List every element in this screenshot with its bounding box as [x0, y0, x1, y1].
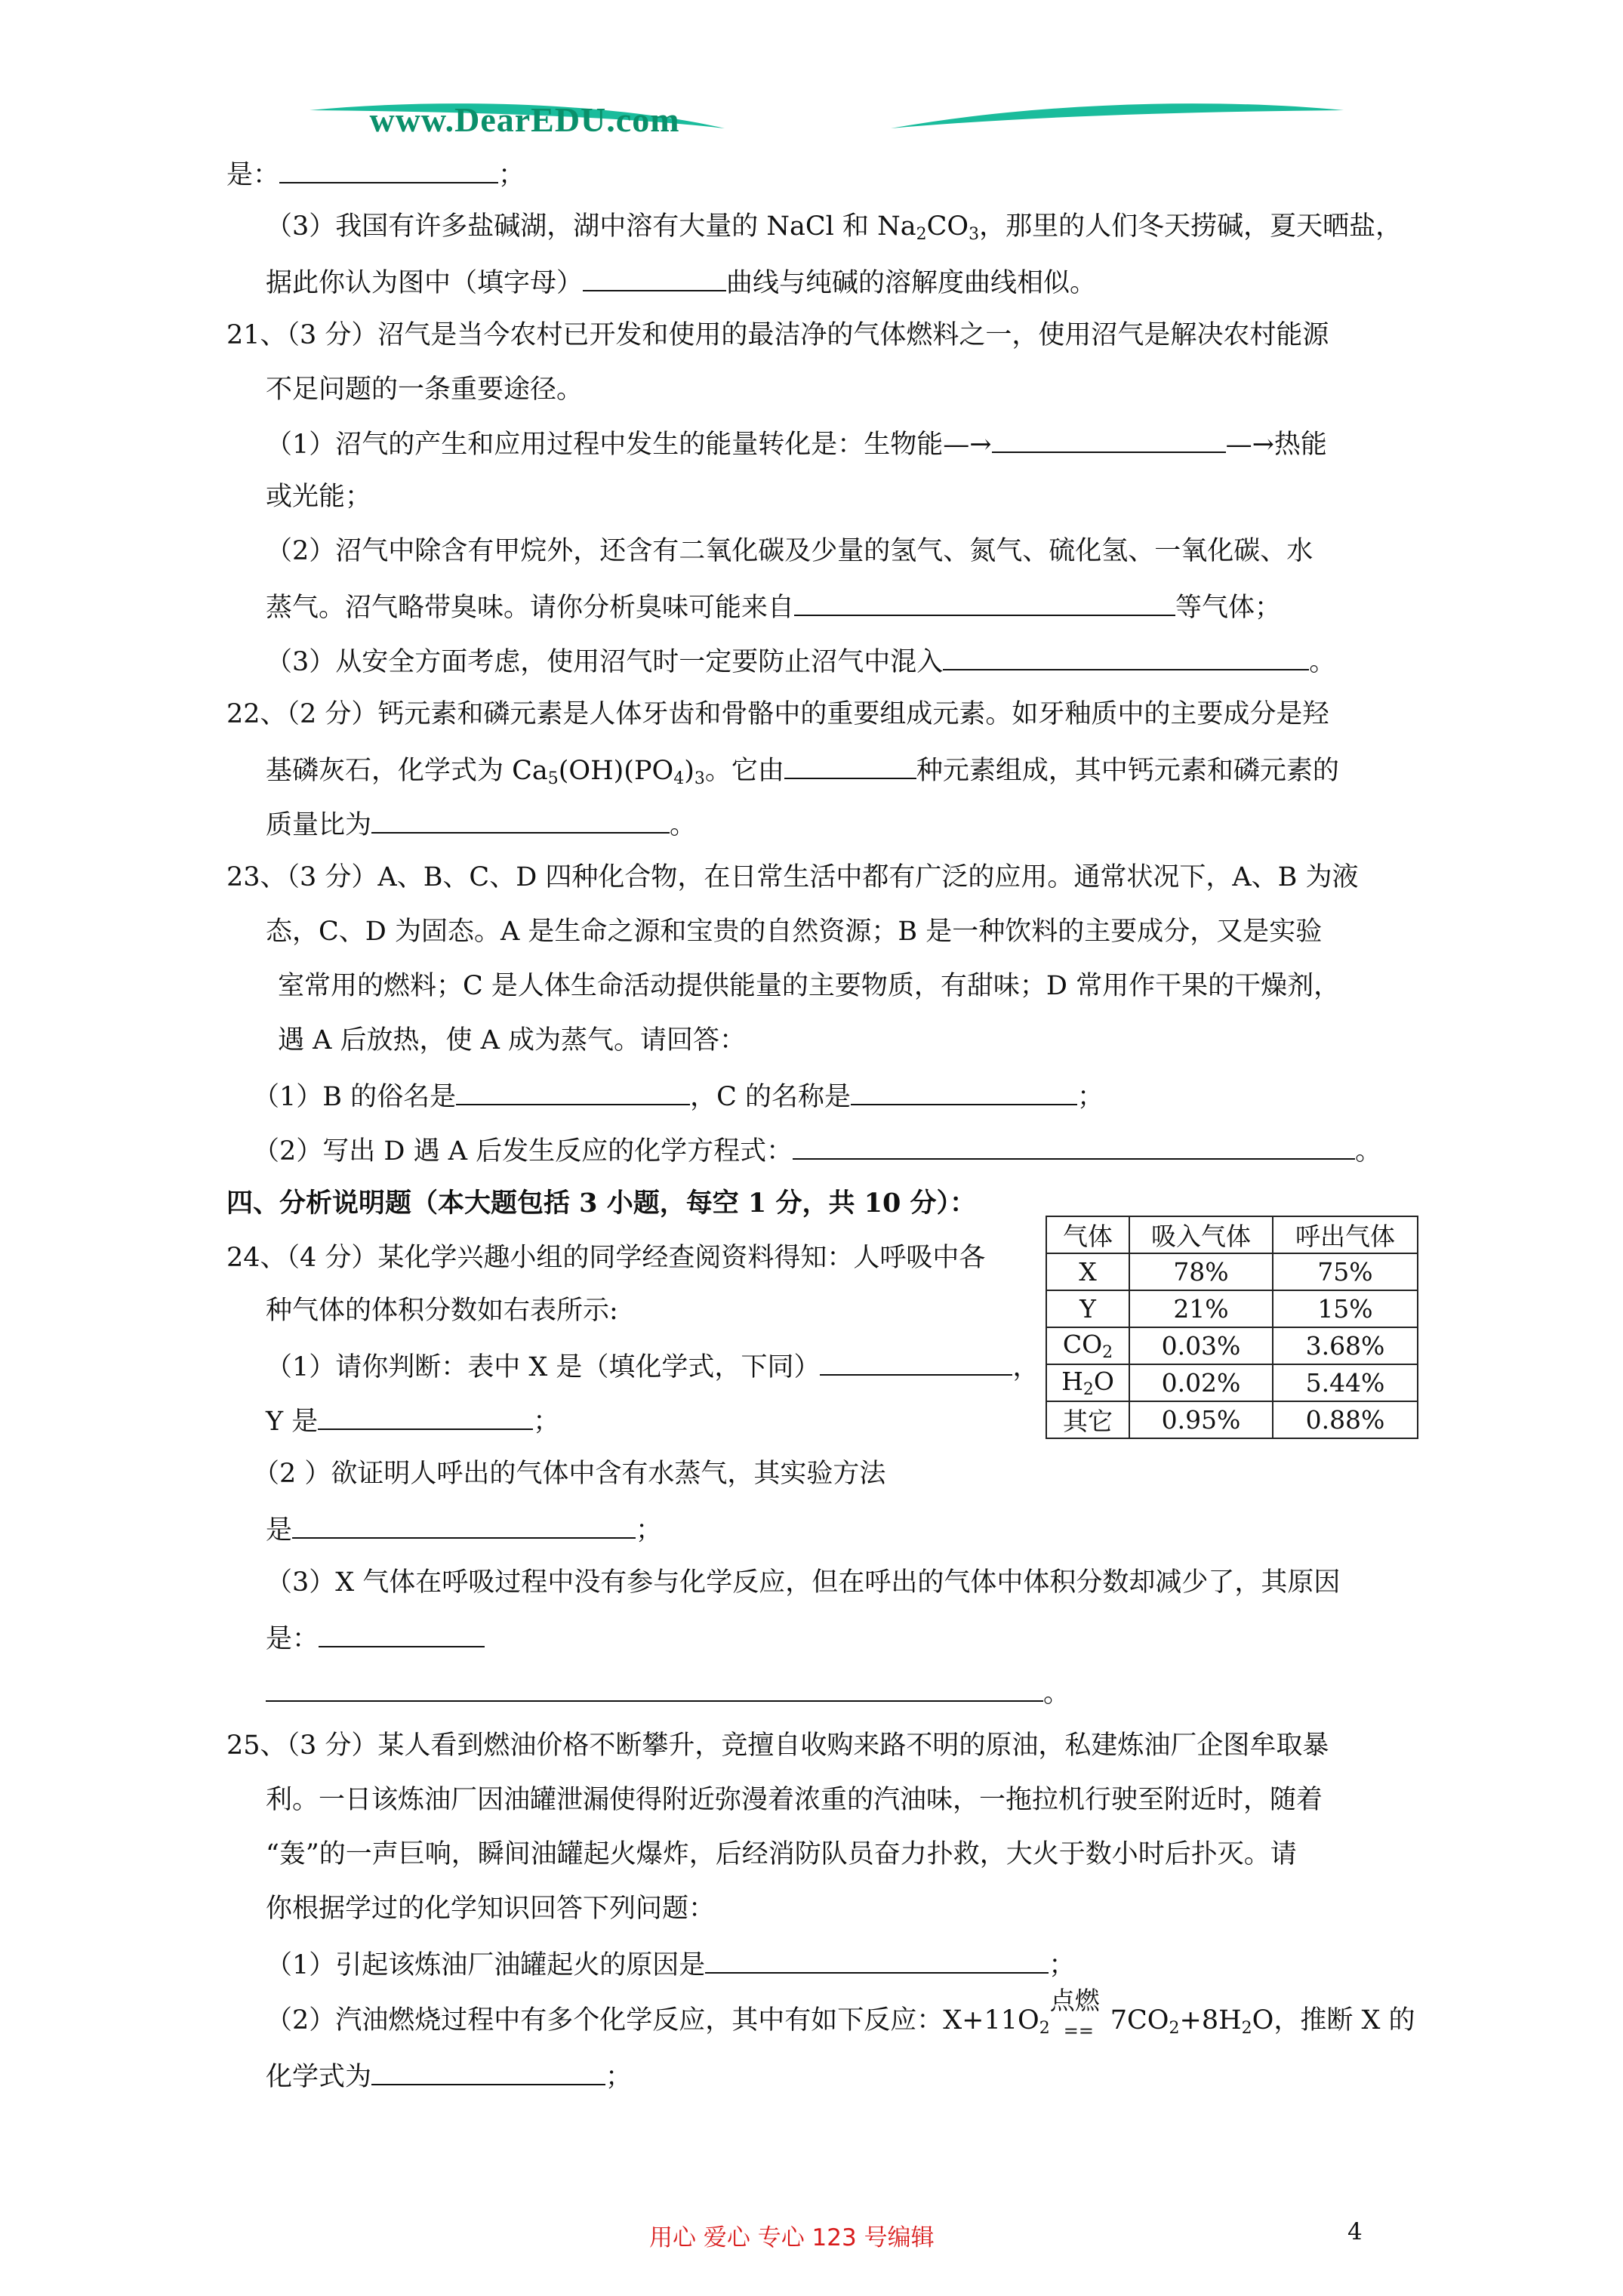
q24-p1-y — [266, 1401, 559, 1440]
q23-p1 — [253, 1077, 1104, 1115]
page-number: 4 — [1347, 2218, 1363, 2245]
q21-p3-b: 。 — [1309, 647, 1336, 677]
table-header-row — [1046, 1216, 1418, 1253]
table-cell-gas — [1046, 1290, 1129, 1327]
q21-line2: 不足问题的一条重要途径。 — [266, 374, 584, 405]
q22-line1: 22、（2 分）钙元素和磷元素是人体牙齿和骨骼中的重要组成元素。如牙釉质中的主要成分是羟 — [226, 699, 1329, 729]
site-title[interactable]: www.DearEDU.com — [369, 100, 680, 139]
q24-y-blank[interactable] — [318, 1401, 533, 1430]
table-cell-out: 15% — [1273, 1290, 1418, 1327]
gas-tail: O — [1093, 1367, 1114, 1396]
gas-name: H — [1061, 1367, 1083, 1396]
table-row — [1046, 1327, 1418, 1364]
table-header-exhaled: 呼出气体 — [1273, 1216, 1418, 1253]
table-cell-gas — [1046, 1401, 1129, 1438]
q23-p2-a: （2）写出 D 遇 A 后发生反应的化学方程式： — [253, 1136, 793, 1166]
q25-sub3: 2 — [1241, 2019, 1252, 2038]
q25-line3: “轰”的一声巨响，瞬间油罐起火爆炸，后经消防队员奋力扑救，大火于数小时后扑灭。请 — [266, 1839, 1297, 1869]
q22-sub2: 4 — [673, 769, 685, 788]
q25-formula-blank[interactable] — [371, 2057, 605, 2085]
q22-line3-b: 。 — [670, 810, 697, 840]
table-cell-gas — [1046, 1253, 1129, 1290]
q20-p3-line2 — [266, 263, 1096, 301]
q23-line1: 23、（3 分）A、B、C、D 四种化合物，在日常生活中都有广泛的应用。通常状况下，A、B 为液 — [226, 862, 1359, 892]
equals-sign: == — [1063, 2020, 1094, 2042]
q24-p2-a: （2 ）欲证明人呼出的气体中含有水蒸气，其实验方法 — [253, 1459, 886, 1489]
q25-sub2: 2 — [1169, 2019, 1180, 2038]
q23-line2: 态，C、D 为固态。A 是生命之源和宝贵的自然资源；B 是一种饮料的主要成分，又是实验 — [266, 917, 1323, 947]
q21-p3-a: （3）从安全方面考虑，使用沼气时一定要防止沼气中混入 — [266, 647, 944, 677]
q23-p1-b: ，C 的名称是 — [690, 1082, 852, 1112]
q25-p2-c: +8H — [1179, 2005, 1242, 2036]
q20-p3-text-c: ，那里的人们冬天捞碱，夏天晒盐， — [979, 211, 1403, 242]
q22-formula-c: ) — [684, 756, 694, 786]
table-cell-out: 5.44% — [1273, 1364, 1418, 1401]
q25-sub1: 2 — [1039, 2019, 1050, 2038]
q21-p1-c: 或光能； — [266, 482, 372, 512]
q24-p2-line2 — [266, 1510, 662, 1549]
q25-p2-d: O，推断 X 的 — [1252, 2005, 1415, 2036]
q25-p2-f: ； — [605, 2062, 633, 2092]
q24-line1: 24、（4 分）某化学兴趣小组的同学经查阅资料得知：人呼吸中各 — [226, 1243, 986, 1273]
q24-p3-line2 — [266, 1619, 485, 1657]
table-cell-out: 75% — [1273, 1253, 1418, 1290]
q20-p3-text-a: （3）我国有许多盐碱湖，湖中溶有大量的 NaCl 和 Na — [266, 211, 916, 242]
q24-p3-c: 。 — [1043, 1678, 1070, 1709]
gas-sub: 2 — [1102, 1343, 1113, 1362]
q24-p1-c: Y 是 — [266, 1407, 319, 1437]
q20-p3-line2-a: 据此你认为图中（填字母） — [266, 268, 584, 298]
q21-p2-b: 蒸气。沼气略带臭味。请你分析臭味可能来自 — [266, 593, 795, 623]
q25-p2-b: 7CO — [1110, 2005, 1169, 2036]
gas-volume-table — [1046, 1216, 1418, 1439]
q23-b-name-blank[interactable] — [456, 1077, 690, 1105]
q21-p3 — [266, 642, 1335, 680]
q25-p1-a: （1）引起该炼油厂油罐起火的原因是 — [266, 1950, 706, 1980]
q23-p1-a: （1）B 的俗名是 — [253, 1082, 457, 1112]
gas-name: X — [1079, 1257, 1097, 1287]
q21-p1-a: （1）沼气的产生和应用过程中发生的能量转化是：生物能—→ — [266, 430, 992, 460]
q25-line1: 25、（3 分）某人看到燃油价格不断攀升，竞擅自收购来路不明的原油，私建炼油厂企图牟取暴 — [226, 1730, 1329, 1761]
q25-cause-blank[interactable] — [705, 1945, 1049, 1974]
condition-text: 点燃 — [1049, 1986, 1100, 2015]
q24-p1 — [266, 1347, 1039, 1385]
q23-p2 — [253, 1131, 1381, 1170]
q24-p3-a: （3）X 气体在呼吸过程中没有参与化学反应，但在呼出的气体中体积分数却减少了，其原因 — [266, 1567, 1341, 1598]
q24-reason-blank-2[interactable] — [266, 1673, 1043, 1702]
table-cell-in: 0.03% — [1129, 1327, 1273, 1364]
q20-p3-sub1: 2 — [916, 225, 927, 244]
q23-equation-blank[interactable] — [793, 1131, 1355, 1160]
q21-p1 — [266, 424, 1327, 463]
table-row — [1046, 1253, 1418, 1290]
q22-text-d: 。它由 — [704, 756, 784, 786]
q22-line3 — [266, 805, 696, 843]
reaction-condition — [1049, 1986, 1110, 2042]
q22-sub1: 5 — [547, 769, 559, 788]
q22-ratio-blank[interactable] — [371, 805, 670, 834]
q21-p1-b: —→热能 — [1225, 430, 1327, 460]
q20-p3-sub2: 3 — [969, 225, 980, 244]
q25-line2: 利。一日该炼油厂因油罐泄漏使得附近弥漫着浓重的汽油味，一拖拉机行驶至附近时，随着 — [266, 1785, 1323, 1815]
q24-p1-b: ， — [1012, 1352, 1039, 1382]
q24-p1-d: ； — [533, 1407, 560, 1437]
q23-p2-b: 。 — [1355, 1136, 1382, 1166]
table-cell-in: 0.02% — [1129, 1364, 1273, 1401]
q20-suffix: ； — [498, 160, 525, 190]
table-cell-in: 78% — [1129, 1253, 1273, 1290]
section4-title: 四、分析说明题（本大题包括 3 小题，每空 1 分，共 10 分）： — [226, 1188, 977, 1219]
q20-answer-blank[interactable] — [279, 155, 498, 183]
q20-answer-prefix: 是： — [226, 160, 280, 190]
q21-p2-line2 — [266, 587, 1281, 626]
q23-line3: 室常用的燃料；C 是人体生命活动提供能量的主要物质，有甜味；D 常用作干果的干燥剂， — [278, 971, 1341, 1001]
q22-sub3: 3 — [694, 769, 705, 788]
table-cell-out: 3.68% — [1273, 1327, 1418, 1364]
gas-name: CO — [1062, 1330, 1103, 1359]
q25-p2 — [266, 1986, 1415, 2047]
q25-p1 — [266, 1945, 1075, 1983]
footer-editor-text: 用心 爱心 专心 123 号编辑 — [649, 2224, 935, 2251]
q21-p2-c: 等气体； — [1175, 593, 1282, 623]
q23-p1-c: ； — [1077, 1082, 1104, 1112]
table-header-gas: 气体 — [1046, 1216, 1129, 1253]
q22-elements-blank[interactable] — [784, 750, 916, 779]
q23-c-name-blank[interactable] — [851, 1077, 1077, 1105]
q25-p2-e: 化学式为 — [266, 2062, 372, 2092]
q25-p2-a: （2）汽油燃烧过程中有多个化学反应，其中有如下反应：X+11O — [266, 2005, 1039, 2036]
gas-name: 其它 — [1063, 1407, 1113, 1436]
q24-reason-blank-1[interactable] — [319, 1619, 485, 1647]
q20-curve-blank[interactable] — [583, 263, 726, 291]
q24-line2: 种气体的体积分数如右表所示: — [266, 1296, 618, 1326]
q24-x-blank[interactable] — [820, 1347, 1012, 1376]
gas-sub: 2 — [1083, 1380, 1094, 1399]
q20-p3-line1 — [266, 208, 1402, 253]
q24-p2-c: ； — [636, 1515, 663, 1546]
q22-formula-b: (OH)(PO — [558, 756, 674, 786]
q23-line4: 遇 A 后放热，使 A 成为蒸气。请回答： — [278, 1025, 747, 1056]
table-cell-in: 21% — [1129, 1290, 1273, 1327]
q21-odor-blank[interactable] — [794, 587, 1175, 616]
table-cell-out: 0.88% — [1273, 1401, 1418, 1438]
q24-method-blank[interactable] — [292, 1510, 636, 1539]
q22-text-e: 种元素组成，其中钙元素和磷元素的 — [916, 756, 1339, 786]
table-row — [1046, 1364, 1418, 1401]
q24-p3-b: 是： — [266, 1624, 319, 1654]
q22-line2 — [266, 750, 1339, 797]
table-row — [1046, 1290, 1418, 1327]
q22-line3-a: 质量比为 — [266, 810, 372, 840]
q20-p3-text-b: CO — [926, 211, 969, 242]
q25-p2-line2 — [266, 2057, 632, 2095]
q21-line1: 21、（3 分）沼气是当今农村已开发和使用的最洁净的气体燃料之一，使用沼气是解决农村能源 — [226, 320, 1329, 350]
q24-p1-a: （1）请你判断：表中 X 是（填化学式，下同） — [266, 1352, 821, 1382]
table-cell-gas — [1046, 1364, 1129, 1401]
q22-formula-a: 基磷灰石，化学式为 Ca — [266, 756, 548, 786]
table-cell-gas — [1046, 1327, 1129, 1364]
q20-line1 — [226, 155, 525, 193]
table-cell-in: 0.95% — [1129, 1401, 1273, 1438]
gas-name: Y — [1079, 1294, 1096, 1324]
q25-line4: 你根据学过的化学知识回答下列问题： — [266, 1894, 716, 1924]
q24-p2-b: 是 — [266, 1515, 293, 1546]
q20-p3-line2-b: 曲线与纯碱的溶解度曲线相似。 — [726, 268, 1097, 298]
q21-safety-blank[interactable] — [943, 642, 1309, 670]
q25-p1-b: ； — [1049, 1950, 1076, 1980]
table-row — [1046, 1401, 1418, 1438]
q21-p2-a: （2）沼气中除含有甲烷外，还含有二氧化碳及少量的氢气、氮气、硫化氢、一氧化碳、水 — [266, 536, 1313, 566]
q24-p3-line3 — [266, 1673, 1070, 1712]
table-header-inhaled: 吸入气体 — [1129, 1216, 1273, 1253]
q21-energy-blank[interactable] — [992, 424, 1226, 453]
